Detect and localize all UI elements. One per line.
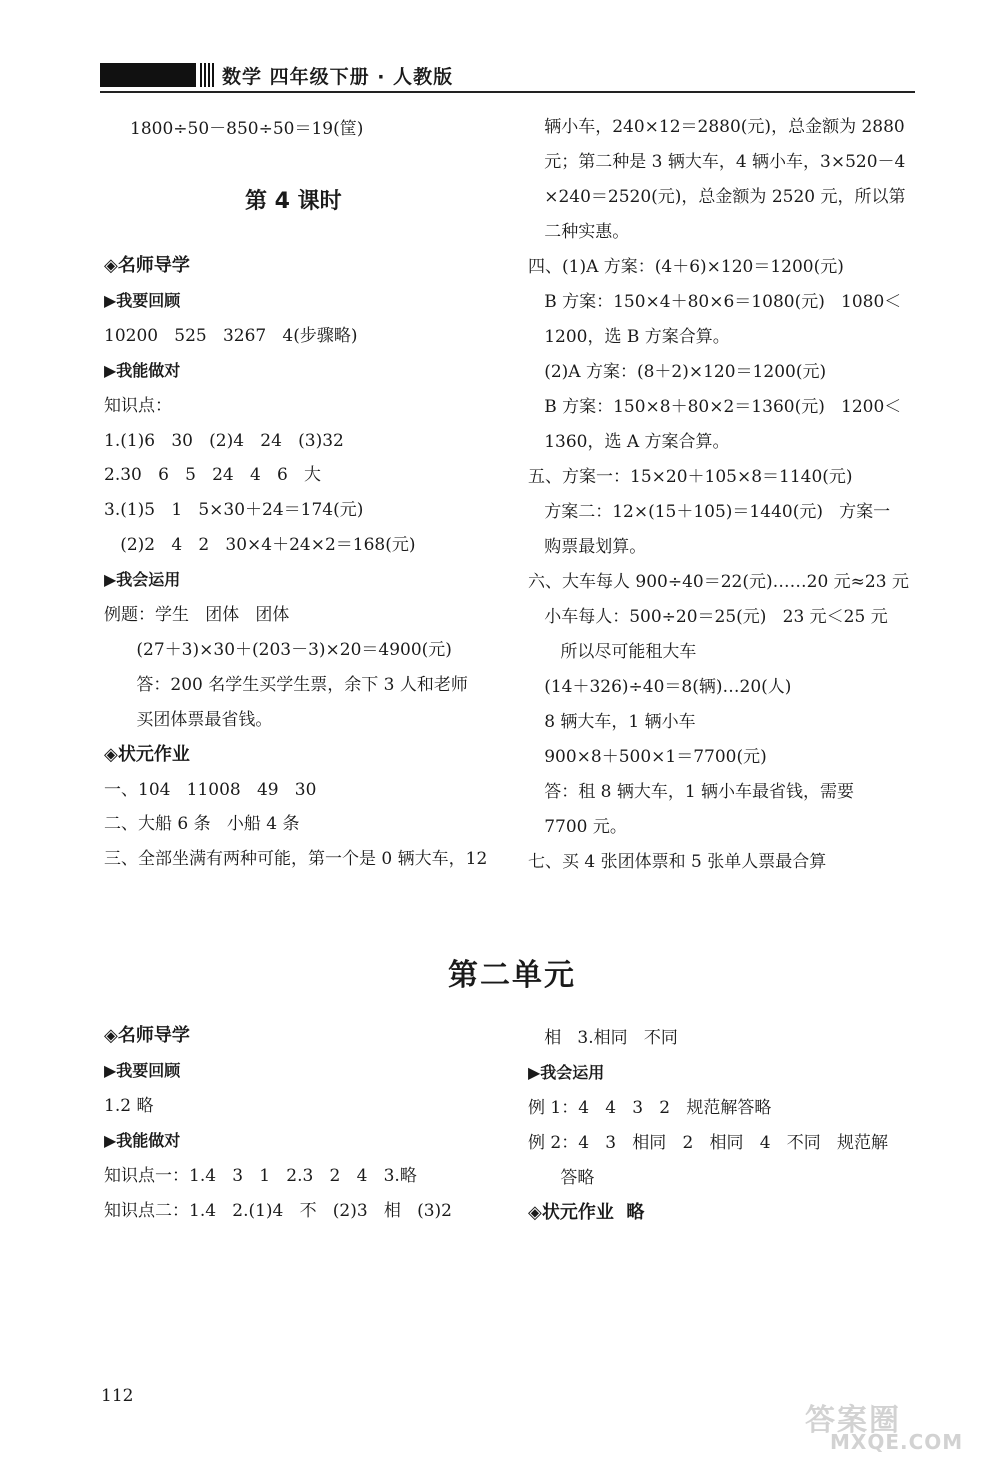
answer-line: 1.2 略 xyxy=(104,1096,154,1116)
answer-line: (27＋3)×30＋(203－3)×20＝4900(元) xyxy=(104,639,452,660)
answer-line: 元；第二种是 3 辆大车，4 辆小车，3×520－4 xyxy=(528,152,906,172)
answer-line: 二种实惠。 xyxy=(528,222,630,242)
answer-line: 五、方案一：15×20＋105×8＝1140(元) xyxy=(528,467,853,487)
answer-line: 1360，选 A 方案合算。 xyxy=(528,432,730,452)
subsection-heading: ▶我能做对 xyxy=(104,360,181,380)
answer-line: 答：200 名学生买学生票，余下 3 人和老师 xyxy=(104,674,468,695)
answer-line: 3.(1)5 1 5×30＋24＝174(元) xyxy=(104,500,364,521)
answer-line: (14＋326)÷40＝8(辆)…20(人) xyxy=(528,677,792,697)
answer-line: 七、买 4 张团体票和 5 张单人票最合算 xyxy=(528,852,827,872)
answer-line: 900×8＋500×1＝7700(元) xyxy=(528,747,767,767)
answer-line: 三、全部坐满有两种可能，第一个是 0 辆大车，12 xyxy=(104,849,488,870)
header-stripes xyxy=(200,63,214,87)
answer-line: 知识点一：1.4 3 1 2.3 2 4 3.略 xyxy=(104,1166,417,1186)
answer-line: (2)A 方案：(8＋2)×120＝1200(元) xyxy=(528,362,827,382)
answer-line: 相 3.相同 不同 xyxy=(528,1028,678,1048)
answer-line: (2)2 4 2 30×4＋24×2＝168(元) xyxy=(104,535,416,556)
answer-line: 1.(1)6 30 (2)4 24 (3)32 xyxy=(104,430,344,451)
page-number: 112 xyxy=(101,1386,134,1406)
answer-line: ×240＝2520(元)，总金额为 2520 元，所以第 xyxy=(528,187,906,207)
answer-line: 2.30 6 5 24 4 6 大 xyxy=(104,465,322,486)
answer-line: 例 1：4 4 3 2 规范解答略 xyxy=(528,1098,772,1118)
watermark-url: MXQE.COM xyxy=(830,1430,964,1454)
section-heading: ◈状元作业 略 xyxy=(528,1202,645,1223)
header-black-bar xyxy=(100,63,196,87)
answer-line: 二、大船 6 条 小船 4 条 xyxy=(104,814,300,835)
section-heading: ◈名师导学 xyxy=(104,255,190,276)
watermark-logo xyxy=(775,1395,965,1453)
answer-line: 购票最划算。 xyxy=(528,537,647,557)
answer-line: 答略 xyxy=(528,1168,595,1188)
answer-line: 10200 525 3267 4(步骤略) xyxy=(104,325,358,346)
answer-line: 知识点二：1.4 2.(1)4 不 (2)3 相 (3)2 xyxy=(104,1201,453,1221)
answer-line: 方案二：12×(15＋105)＝1440(元) 方案一 xyxy=(528,502,891,522)
answer-line: 四、(1)A 方案：(4＋6)×120＝1200(元) xyxy=(528,257,844,277)
subsection-heading: ▶我能做对 xyxy=(104,1131,181,1150)
header-rule xyxy=(100,91,915,93)
answer-line: 例题：学生 团体 团体 xyxy=(104,605,290,625)
unit-title: 第二单元 xyxy=(448,958,576,993)
answer-line: B 方案：150×8＋80×2＝1360(元) 1200＜ xyxy=(528,397,902,417)
answer-line: 例 2：4 3 相同 2 相同 4 不同 规范解 xyxy=(528,1133,888,1153)
answer-line: 买团体票最省钱。 xyxy=(104,709,273,730)
answer-line: 答：租 8 辆大车，1 辆小车最省钱，需要 xyxy=(528,782,855,802)
answer-line: 小车每人：500÷20＝25(元) 23 元＜25 元 xyxy=(528,607,888,627)
answer-line: 辆小车，240×12＝2880(元)，总金额为 2880 xyxy=(528,117,905,137)
answer-line: 7700 元。 xyxy=(528,817,627,837)
watermark-text: 答案圈 xyxy=(805,1403,901,1438)
section-heading: ◈名师导学 xyxy=(104,1025,190,1046)
subsection-heading: ▶我会运用 xyxy=(528,1063,605,1082)
section-heading: ◈状元作业 xyxy=(104,743,190,765)
answer-line: 所以尽可能租大车 xyxy=(528,642,697,662)
header-title: 数学 四年级下册 · 人教版 xyxy=(222,66,454,88)
answer-line: 知识点： xyxy=(104,395,172,416)
lesson-title: 第 4 课时 xyxy=(245,189,342,214)
answer-line: 一、104 11008 49 30 xyxy=(104,779,317,800)
subsection-heading: ▶我要回顾 xyxy=(104,1061,181,1080)
answer-line: 六、大车每人 900÷40＝22(元)……20 元≈23 元 xyxy=(528,572,909,592)
formula-line: 1800÷50－850÷50＝19(筐) xyxy=(130,119,364,139)
answer-line: 8 辆大车，1 辆小车 xyxy=(528,712,696,732)
answer-line: 1200，选 B 方案合算。 xyxy=(528,327,730,347)
subsection-heading: ▶我会运用 xyxy=(104,570,181,590)
answer-line: B 方案：150×4＋80×6＝1080(元) 1080＜ xyxy=(528,292,902,312)
subsection-heading: ▶我要回顾 xyxy=(104,290,181,310)
